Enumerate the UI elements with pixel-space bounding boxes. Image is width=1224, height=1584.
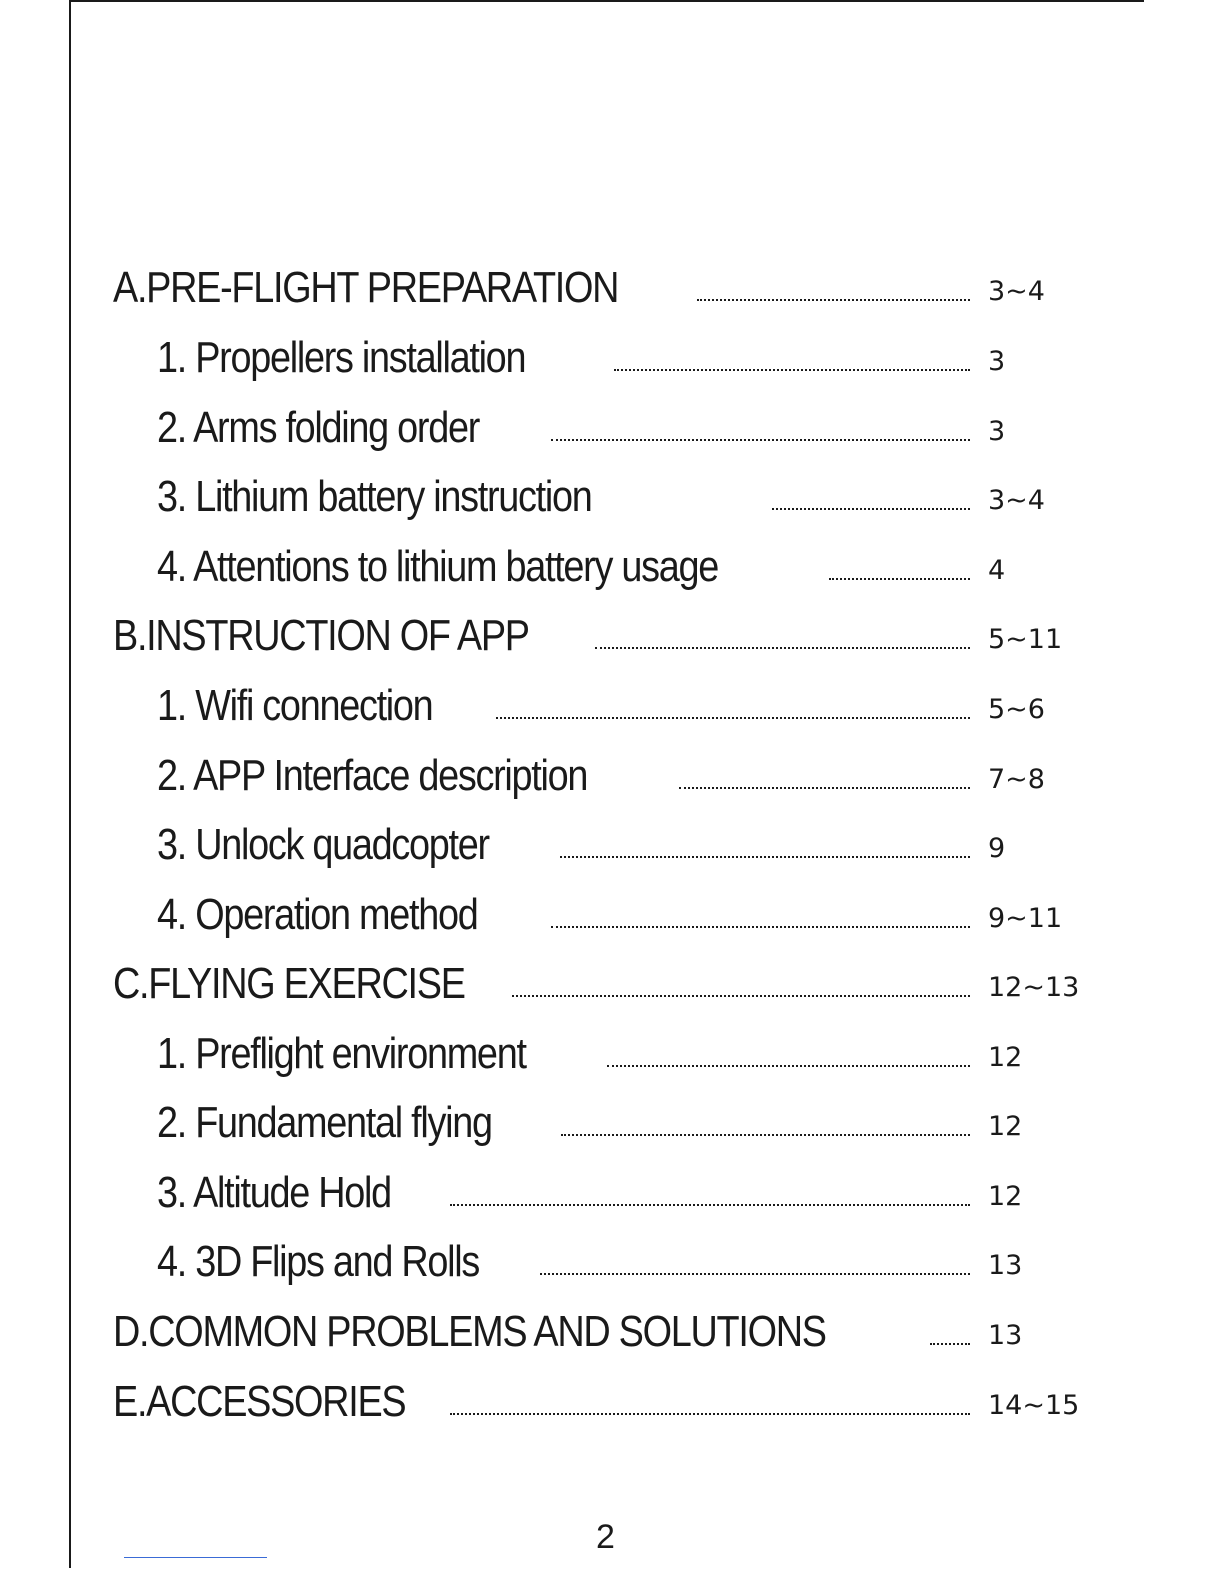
toc-entry-wifi-connection[interactable] (0, 676, 1224, 736)
toc-entry-pre-flight-preparation[interactable] (0, 258, 1224, 318)
toc-page-ref: 3~4 (988, 276, 1045, 307)
toc-leader-dots (551, 439, 970, 441)
toc-section-title: E.ACCESSORIES (113, 1377, 406, 1426)
toc-section-title: B.INSTRUCTION OF APP (113, 611, 529, 660)
toc-page-ref: 12 (988, 1111, 1023, 1142)
toc-subsection-title: 2. Fundamental flying (157, 1098, 492, 1147)
toc-leader-dots (829, 578, 970, 580)
toc-leader-dots (560, 856, 970, 858)
toc-page-ref: 12 (988, 1042, 1023, 1073)
toc-subsection-title: 3. Altitude Hold (157, 1168, 391, 1217)
toc-page-ref: 3 (988, 416, 1006, 447)
toc-page-ref: 13 (988, 1250, 1023, 1281)
toc-entry-propellers-installation[interactable] (0, 328, 1224, 388)
toc-leader-dots (450, 1413, 970, 1415)
toc-subsection-title: 1. Preflight environment (157, 1029, 526, 1078)
toc-subsection-title: 4. Operation method (157, 890, 478, 939)
footer-link-underline (124, 1557, 267, 1558)
toc-leader-dots (772, 508, 970, 510)
toc-leader-dots (679, 787, 970, 789)
toc-entry-altitude-hold[interactable] (0, 1163, 1224, 1223)
toc-subsection-title: 2. APP Interface description (157, 751, 588, 800)
toc-subsection-title: 4. Attentions to lithium battery usage (157, 542, 718, 591)
toc-entry-flying-exercise[interactable] (0, 954, 1224, 1014)
toc-entry-instruction-of-app[interactable] (0, 606, 1224, 666)
toc-page-ref: 9 (988, 833, 1006, 864)
toc-entry-attentions-lithium-battery[interactable] (0, 537, 1224, 597)
toc-entry-arms-folding-order[interactable] (0, 398, 1224, 458)
toc-entry-unlock-quadcopter[interactable] (0, 815, 1224, 875)
toc-section-title: C.FLYING EXERCISE (113, 959, 465, 1008)
toc-section-title: A.PRE-FLIGHT PREPARATION (113, 263, 619, 312)
toc-subsection-title: 1. Propellers installation (157, 333, 526, 382)
toc-page-ref: 5~11 (988, 624, 1063, 655)
toc-leader-dots (697, 299, 970, 301)
toc-leader-dots (512, 995, 970, 997)
toc-leader-dots (450, 1204, 970, 1206)
toc-page-ref: 3~4 (988, 485, 1045, 516)
toc-subsection-title: 1. Wifi connection (157, 681, 433, 730)
toc-leader-dots (614, 369, 970, 371)
toc-entry-fundamental-flying[interactable] (0, 1093, 1224, 1153)
toc-leader-dots (551, 926, 970, 928)
toc-page-ref: 13 (988, 1320, 1023, 1351)
toc-subsection-title: 3. Lithium battery instruction (157, 472, 592, 521)
toc-entry-common-problems-and-solutions[interactable] (0, 1302, 1224, 1362)
page-number: 2 (596, 1518, 615, 1556)
toc-entry-3d-flips-and-rolls[interactable] (0, 1232, 1224, 1292)
toc-page-ref: 5~6 (988, 694, 1045, 725)
toc-page-ref: 7~8 (988, 764, 1045, 795)
toc-subsection-title: 3. Unlock quadcopter (157, 820, 489, 869)
toc-page-ref: 9~11 (988, 903, 1063, 934)
toc-leader-dots (496, 717, 970, 719)
toc-entry-accessories[interactable] (0, 1372, 1224, 1432)
toc-section-title: D.COMMON PROBLEMS AND SOLUTIONS (113, 1307, 826, 1356)
toc-subsection-title: 4. 3D Flips and Rolls (157, 1237, 480, 1286)
toc-leader-dots (607, 1065, 970, 1067)
toc-leader-dots (930, 1343, 970, 1345)
toc-leader-dots (595, 647, 970, 649)
toc-entry-app-interface-description[interactable] (0, 746, 1224, 806)
toc-page-ref: 12 (988, 1181, 1023, 1212)
toc-entry-lithium-battery-instruction[interactable] (0, 467, 1224, 527)
toc-page-ref: 14~15 (988, 1390, 1080, 1421)
toc-leader-dots (561, 1134, 970, 1136)
toc-subsection-title: 2. Arms folding order (157, 403, 480, 452)
toc-entry-operation-method[interactable] (0, 885, 1224, 945)
toc-page-ref: 3 (988, 346, 1006, 377)
toc-page-ref: 12~13 (988, 972, 1080, 1003)
toc-page-ref: 4 (988, 555, 1006, 586)
toc-entry-preflight-environment[interactable] (0, 1024, 1224, 1084)
toc-leader-dots (540, 1273, 970, 1275)
